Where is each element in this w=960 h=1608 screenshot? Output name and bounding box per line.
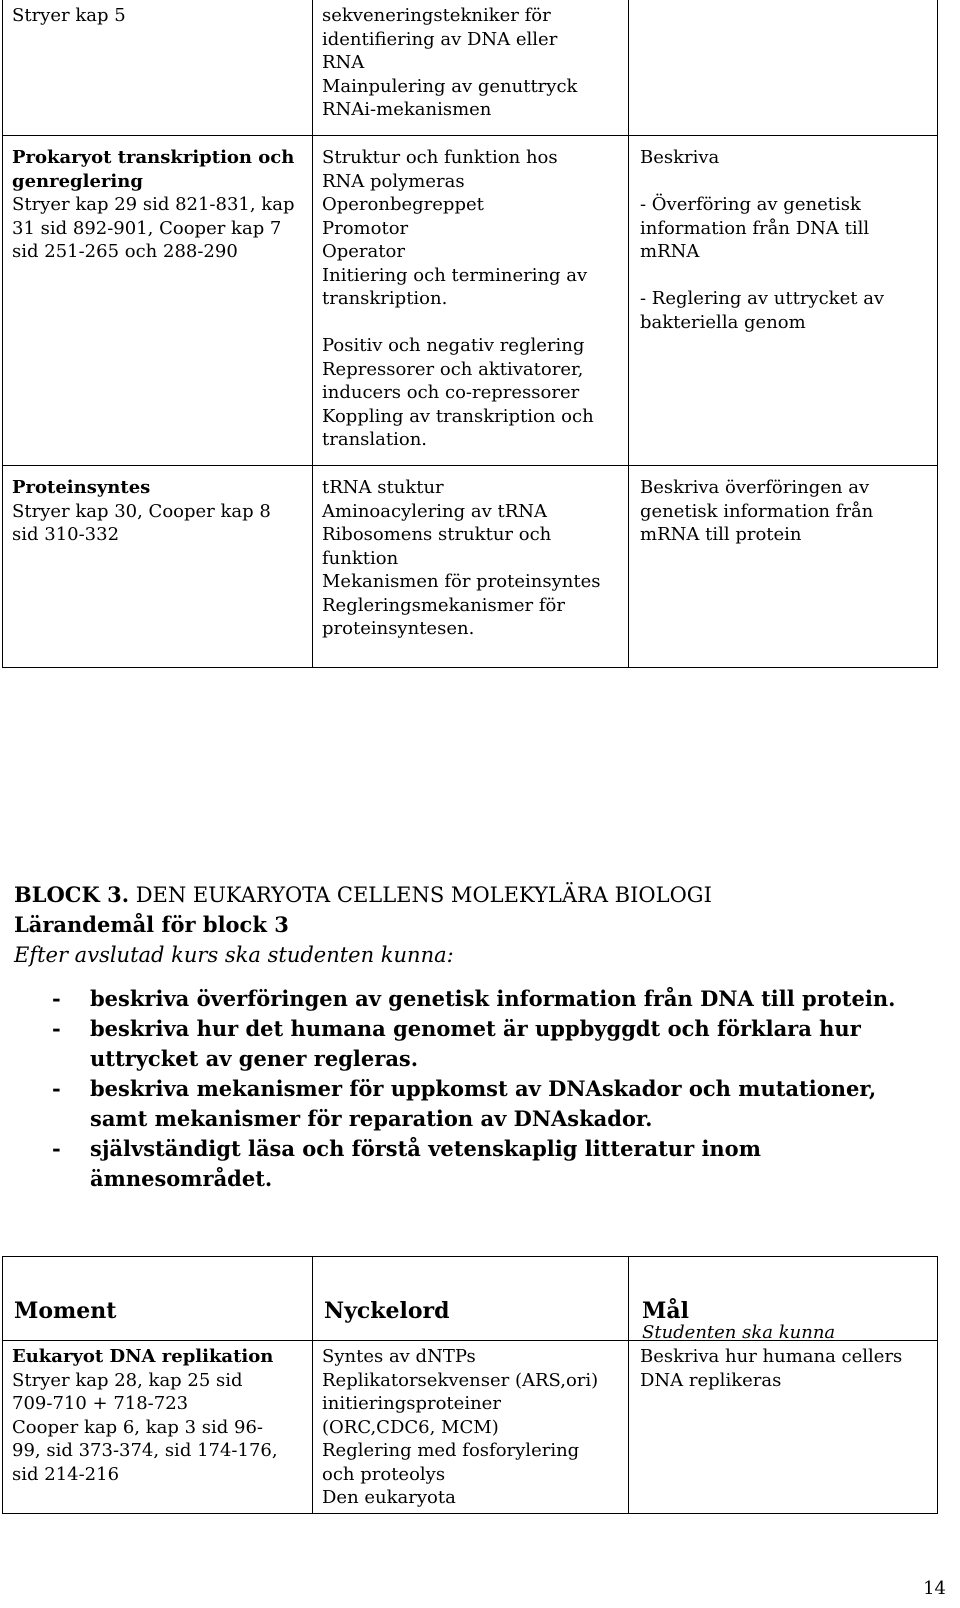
cell-line: Initiering och terminering av — [322, 264, 588, 286]
cell-line: mRNA — [640, 241, 700, 262]
table-border — [2, 135, 938, 136]
spacer — [322, 311, 594, 335]
cell-line: RNA polymeras — [322, 170, 465, 192]
goal-line: beskriva överföringen av genetisk information från DNA till protein. — [90, 986, 896, 1011]
cell-line: Prokaryot transkription och — [12, 147, 295, 168]
cell-line: genreglering — [12, 170, 143, 192]
learning-goal — [14, 1134, 895, 1194]
table-border — [628, 1256, 629, 1514]
cell-line: Operator — [322, 241, 405, 262]
cell-line: sid 310-332 — [12, 524, 120, 545]
table-border — [2, 0, 3, 668]
learning-goal — [14, 984, 895, 1014]
cell-line: information från DNA till — [640, 217, 870, 239]
cell-line: - Överföring av genetisk — [640, 194, 861, 215]
table-cell-goals — [640, 476, 873, 547]
cell-line: Eukaryot DNA replikation — [12, 1346, 274, 1367]
cell-line: Syntes av dNTPs — [322, 1346, 476, 1367]
cell-line: proteinsyntesen. — [322, 618, 475, 639]
cell-line: - Reglering av uttrycket av — [640, 288, 885, 309]
table-cell-moment — [12, 476, 271, 547]
table-border — [628, 0, 629, 668]
cell-line: Proteinsyntes — [12, 477, 151, 498]
cell-line: Positiv och negativ reglering — [322, 335, 585, 356]
learning-goals-list — [14, 984, 895, 1194]
list-dash: - — [52, 1136, 61, 1161]
block-intro: Efter avslutad kurs ska studenten kunna: — [14, 943, 454, 967]
learning-goal-text — [90, 1134, 761, 1194]
cell-line: Replikatorsekvenser (ARS,ori) — [322, 1369, 599, 1391]
table-border — [2, 1256, 938, 1257]
cell-line: sekveneringstekniker för — [322, 5, 551, 26]
cell-line: sid 251-265 och 288-290 — [12, 241, 238, 262]
list-dash: - — [52, 1016, 61, 1041]
block-title-rest: DEN EUKARYOTA CELLENS MOLEKYLÄRA BIOLOGI — [129, 883, 712, 907]
cell-line: mRNA till protein — [640, 524, 802, 545]
learning-goal — [14, 1074, 895, 1134]
table-cell-keywords — [322, 4, 577, 122]
cell-line: DNA replikeras — [640, 1369, 782, 1391]
table-border — [937, 1256, 938, 1514]
goal-line: beskriva hur det humana genomet är uppbyggdt och förklara hur — [90, 1016, 861, 1041]
list-dash: - — [52, 1076, 61, 1101]
goal-line: självständigt läsa och förstå vetenskaplig litteratur inom — [90, 1136, 761, 1161]
cell-line: Beskriva överföringen av — [640, 477, 870, 498]
cell-line: Struktur och funktion hos — [322, 147, 558, 168]
list-dash: - — [52, 986, 61, 1011]
table-cell-goals — [640, 146, 884, 334]
cell-line: initieringsproteiner — [322, 1393, 501, 1414]
cell-line: identifiering av DNA eller — [322, 28, 558, 50]
table-cell-moment — [12, 1345, 278, 1486]
cell-line: Repressorer och aktivatorer, — [322, 358, 584, 380]
cell-line: Ribosomens struktur och — [322, 524, 552, 545]
learning-goal-text — [90, 1074, 876, 1134]
cell-line: Reglering med fosforylering — [322, 1440, 580, 1461]
table-cell-keywords — [322, 476, 601, 641]
cell-line: Regleringsmekanismer för — [322, 594, 565, 616]
cell-line: 31 sid 892-901, Cooper kap 7 — [12, 217, 282, 239]
cell-line: Den eukaryota — [322, 1487, 456, 1508]
spacer — [640, 170, 884, 194]
column-subheader-goals: Studenten ska kunna — [642, 1322, 836, 1343]
cell-line: Mainpulering av genuttryck — [322, 75, 578, 97]
cell-line: Cooper kap 6, kap 3 sid 96- — [12, 1416, 264, 1438]
table-border — [312, 1256, 313, 1514]
cell-line: Stryer kap 28, kap 25 sid — [12, 1369, 243, 1391]
table-border — [2, 1513, 938, 1514]
cell-line: Koppling av transkription och — [322, 405, 594, 427]
cell-line: Promotor — [322, 217, 409, 239]
cell-line: inducers och co-repressorer — [322, 382, 580, 403]
learning-goal-text — [90, 1014, 861, 1074]
table-cell-moment — [12, 4, 126, 28]
cell-line: RNA — [322, 52, 365, 73]
cell-line: RNAi-mekanismen — [322, 99, 492, 120]
table-border — [2, 667, 938, 668]
cell-line: Beskriva hur humana cellers — [640, 1346, 903, 1367]
cell-line: translation. — [322, 429, 428, 450]
cell-line: Stryer kap 29 sid 821-831, kap — [12, 194, 295, 215]
block-subtitle: Lärandemål för block 3 — [14, 912, 289, 937]
table-cell-keywords — [322, 146, 594, 452]
table-cell-moment — [12, 146, 294, 264]
cell-line: Stryer kap 5 — [12, 5, 126, 26]
cell-line: 709-710 + 718-723 — [12, 1393, 189, 1414]
learning-goal-text — [90, 984, 895, 1014]
cell-line: tRNA stuktur — [322, 477, 444, 498]
table-border — [2, 1256, 3, 1514]
cell-line: sid 214-216 — [12, 1463, 120, 1485]
page-number: 14 — [923, 1578, 946, 1599]
learning-goal — [14, 1014, 895, 1074]
column-header-goals: Mål — [642, 1298, 689, 1324]
goal-line: samt mekanismer för reparation av DNAskador. — [90, 1106, 653, 1131]
block-title — [14, 880, 712, 910]
cell-line: (ORC,CDC6, MCM) — [322, 1416, 499, 1438]
goal-line: ämnesområdet. — [90, 1166, 273, 1191]
cell-line: Mekanismen för proteinsyntes — [322, 571, 601, 592]
table-border — [2, 465, 938, 466]
cell-line: Stryer kap 30, Cooper kap 8 — [12, 500, 271, 522]
spacer — [640, 264, 884, 288]
table-cell-goals — [640, 1345, 902, 1392]
table-border — [312, 0, 313, 668]
cell-line: transkription. — [322, 288, 448, 309]
column-header-moment: Moment — [14, 1298, 117, 1324]
cell-line: Operonbegreppet — [322, 194, 484, 215]
column-header-keywords: Nyckelord — [324, 1298, 450, 1324]
cell-line: genetisk information från — [640, 500, 874, 522]
table-cell-keywords — [322, 1345, 598, 1510]
goal-line: beskriva mekanismer för uppkomst av DNAskador och mutationer, — [90, 1076, 877, 1101]
cell-line: och proteolys — [322, 1463, 446, 1485]
cell-line: funktion — [322, 547, 399, 569]
goal-line: uttrycket av gener regleras. — [90, 1046, 419, 1071]
cell-line: bakteriella genom — [640, 311, 806, 333]
cell-line: 99, sid 373-374, sid 174-176, — [12, 1440, 278, 1461]
block-title-bold: BLOCK 3. — [14, 882, 130, 907]
table-border — [937, 0, 938, 668]
cell-line: Beskriva — [640, 147, 720, 168]
cell-line: Aminoacylering av tRNA — [322, 500, 547, 522]
